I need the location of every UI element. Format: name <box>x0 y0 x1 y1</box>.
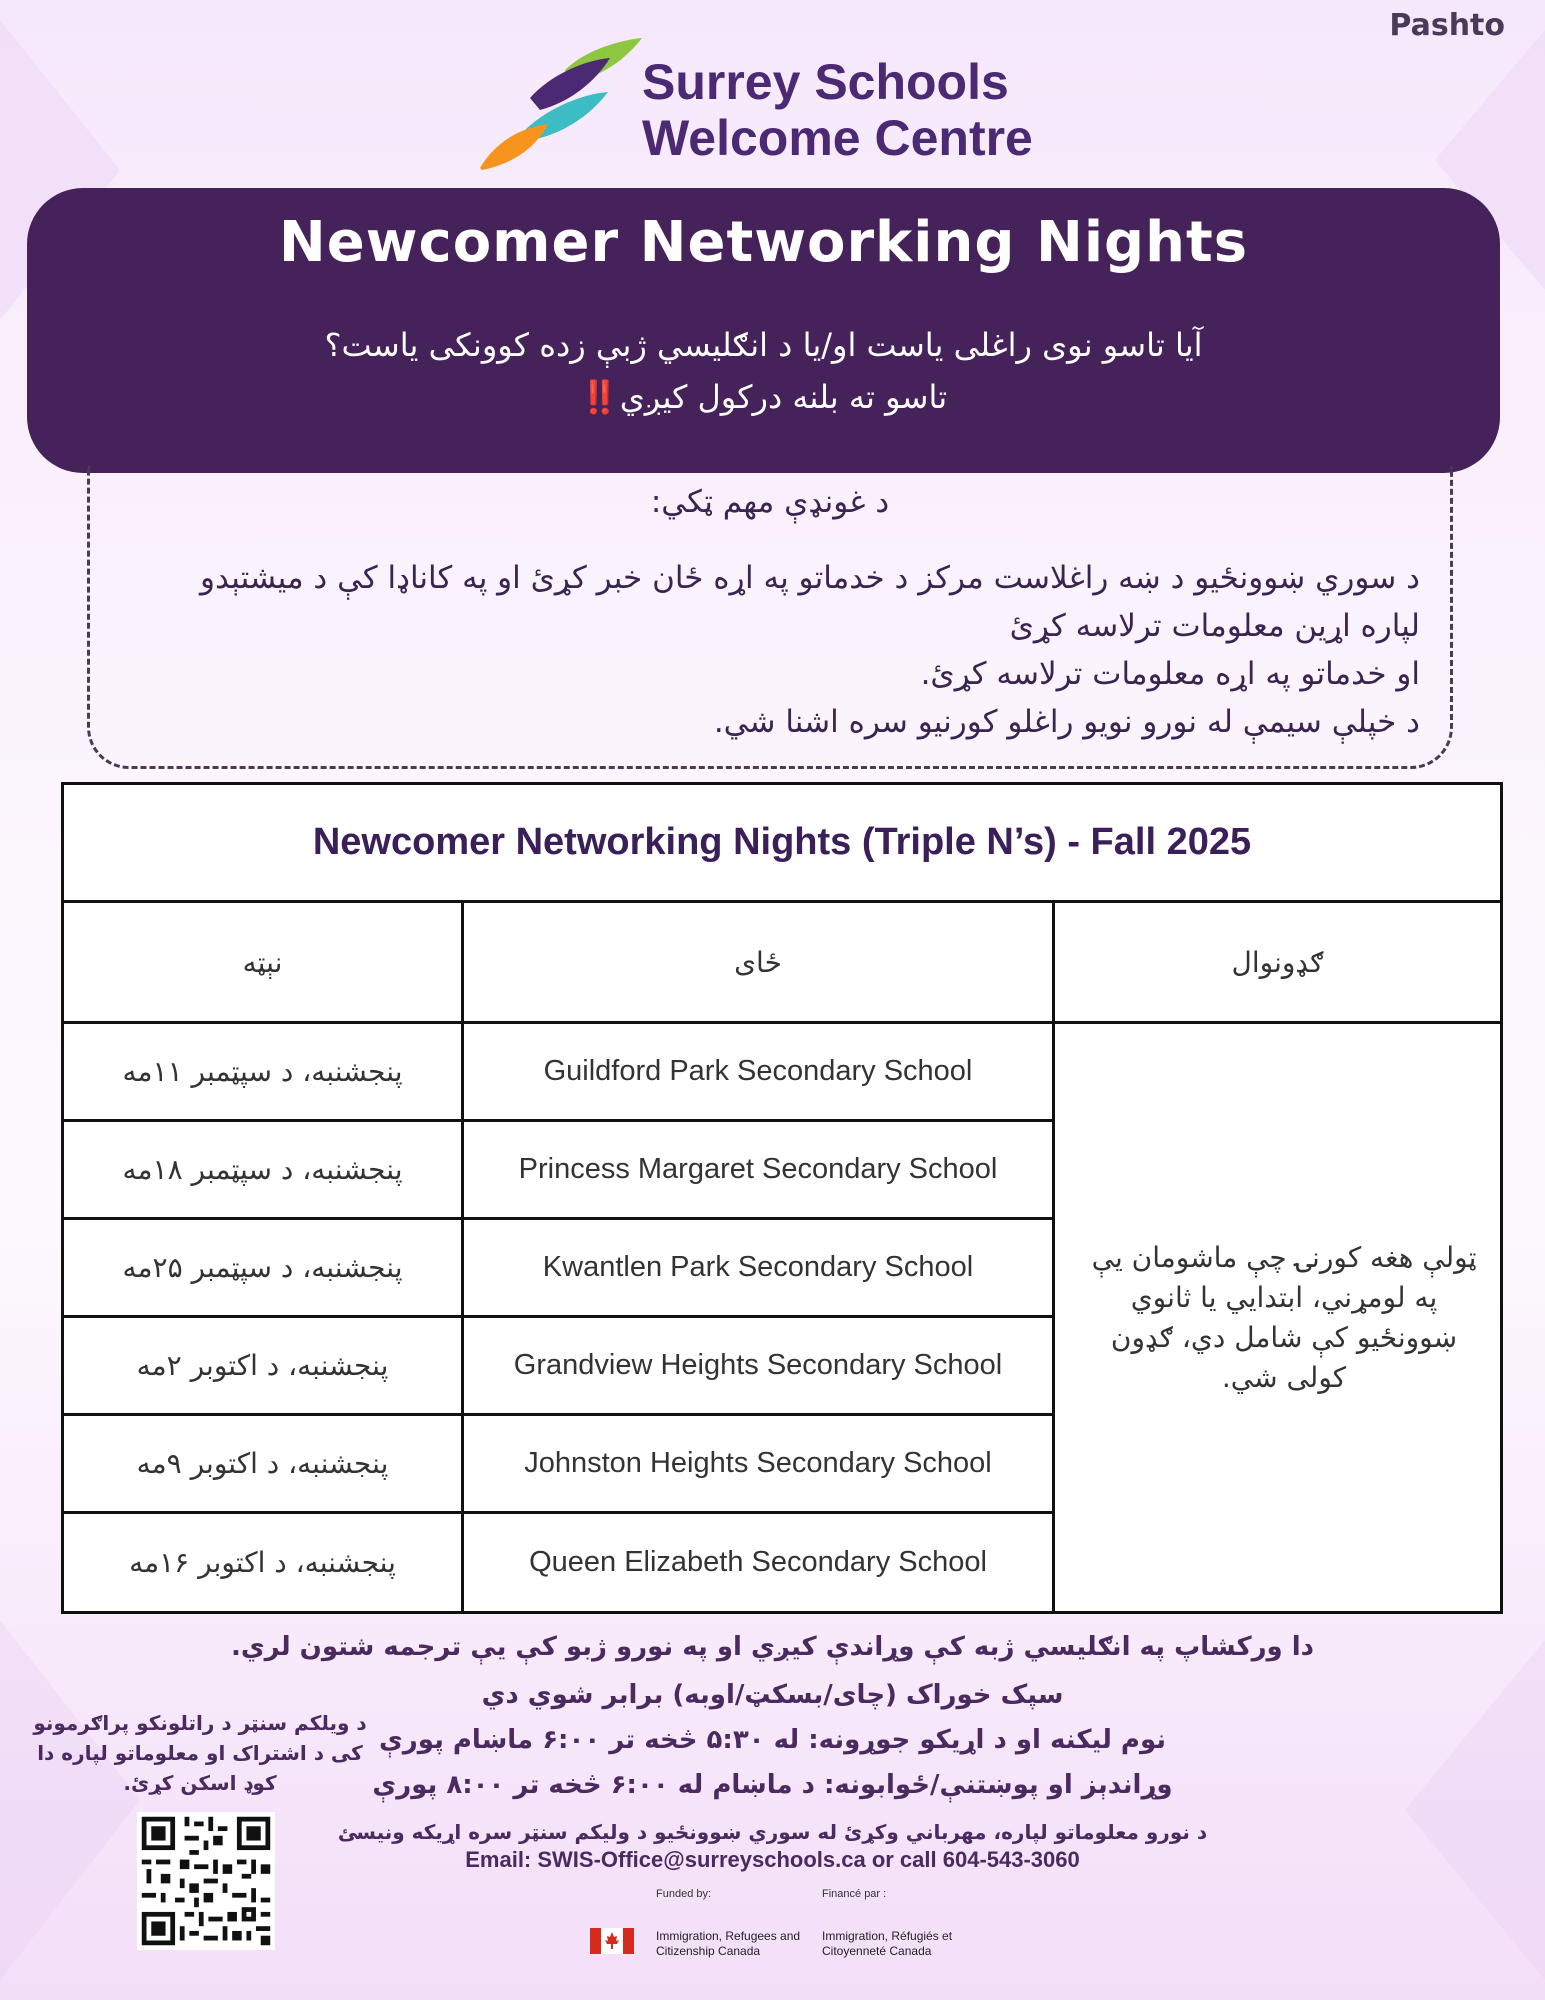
banner-question: آیا تاسو نوی راغلی یاست او/یا د انګلیسي ژبې زده کوونکی یاست؟ <box>324 326 1203 364</box>
banner-welcome: تاسو ته بلنه درکول کیږي‼️ <box>579 378 948 416</box>
header-location: ځای <box>734 945 782 979</box>
logo-line-1: Surrey Schools <box>642 54 1009 110</box>
footer-presentation-time: وړاندېز او پوښتنې/ځوابونه: د ماښام له ۶:۰۰ څخه تر ۸:۰۰ پورې <box>372 1770 1173 1800</box>
reasons-title: د غونډې مهم ټکي: <box>650 484 890 520</box>
footer-registration-time: نوم لیکنه او د اړیکو جوړونه: له ۵:۳۰ څخه تر ۶:۰۰ ماښام پورې <box>378 1725 1167 1755</box>
row-school: Princess Margaret Secondary School <box>518 1153 998 1185</box>
participants-note: ټولې هغه کورنۍ چې ماشومان يې په لومړني، ابتدايي یا ثانوي ښوونځیو کې شامل دي، ګډون کولی شي. <box>1091 1240 1477 1394</box>
header-participants: ګډونوال <box>1231 945 1324 979</box>
reason-line: د خپلې سیمې له نورو نویو راغلو کورنیو سره اشنا شي. <box>713 704 1420 740</box>
row-date: پنجشنبه، د سپټمبر ۱۸مه <box>122 1153 403 1186</box>
background-shape <box>0 1620 140 1980</box>
row-school: Kwantlen Park Secondary School <box>542 1251 974 1283</box>
row-school: Grandview Heights Secondary School <box>513 1349 1003 1381</box>
footer-contact-note: د نورو معلوماتو لپاره، مهرباني وکړئ له سوري ښوونځیو د ولیکم سنټر سره اړیکه ونیسئ <box>337 1820 1208 1844</box>
reason-line: لپاره اړین معلومات ترلاسه کړئ <box>1009 608 1420 644</box>
qr-code[interactable] <box>137 1812 275 1950</box>
schedule-table <box>61 782 1503 1614</box>
row-date: پنجشنبه، د اکتوبر ۹مه <box>136 1447 389 1480</box>
logo-text <box>642 54 1033 166</box>
footer-language-note: دا ورکشاپ په انګلیسي ژبه کې وړاندې کیږي او په نورو ژبو کې یې ترجمه شتون لري. <box>230 1632 1315 1662</box>
canada-flag-icon <box>590 1928 634 1954</box>
qr-code-icon <box>137 1812 275 1950</box>
language-label: Pashto <box>1389 8 1505 43</box>
reason-line: د سوري ښوونځیو د ښه راغلاست مرکز د خدماتو په اړه ځان خبر کړئ او په کاناډا کې د میشتېدو <box>200 560 1420 596</box>
row-school: Guildford Park Secondary School <box>543 1055 973 1087</box>
funder-english: Immigration, Refugees and Citizenship Canada <box>656 1929 801 1958</box>
contact-email[interactable]: Email: SWIS-Office@surreyschools.ca or call 604-543-3060 <box>465 1847 1080 1872</box>
logo-line-2: Welcome Centre <box>642 110 1033 166</box>
reason-line: او خدماتو په اړه معلومات ترلاسه کړئ. <box>920 656 1420 692</box>
page-title: Newcomer Networking Nights <box>278 210 1249 275</box>
funded-by-label: Funded by: <box>656 1888 712 1900</box>
row-school: Queen Elizabeth Secondary School <box>529 1546 987 1578</box>
logo-leaves-icon <box>470 30 650 170</box>
row-date: پنجشنبه، د سپټمبر ۲۵مه <box>122 1251 403 1284</box>
table-title: Newcomer Networking Nights (Triple N’s) - Fall 2025 <box>64 785 1500 903</box>
row-school: Johnston Heights Secondary School <box>524 1447 992 1479</box>
logo <box>470 30 1070 180</box>
row-date: پنجشنبه، د اکتوبر ۲مه <box>136 1349 389 1382</box>
footer-refreshments: سپک خوراک (چای/بسکټ/اوبه) برابر شوي دي <box>481 1680 1064 1710</box>
row-date: پنجشنبه، د سپټمبر ۱۱مه <box>122 1055 403 1088</box>
reasons-list <box>130 554 1420 746</box>
row-date: پنجشنبه، د اکتوبر ۱۶مه <box>129 1546 396 1579</box>
header-date: نېټه <box>242 945 283 979</box>
finance-par-label: Financé par : <box>822 1888 887 1900</box>
funder-french: Immigration, Réfugiés et Citoyenneté Canada <box>822 1929 953 1958</box>
reasons-box <box>87 466 1453 769</box>
title-banner <box>27 188 1500 473</box>
qr-caption: د ویلکم سنټر د راتلونکو پراګرمونو کی د اشتراک او معلوماتو لپاره دا کوډ اسکن کړئ. <box>33 1711 367 1795</box>
